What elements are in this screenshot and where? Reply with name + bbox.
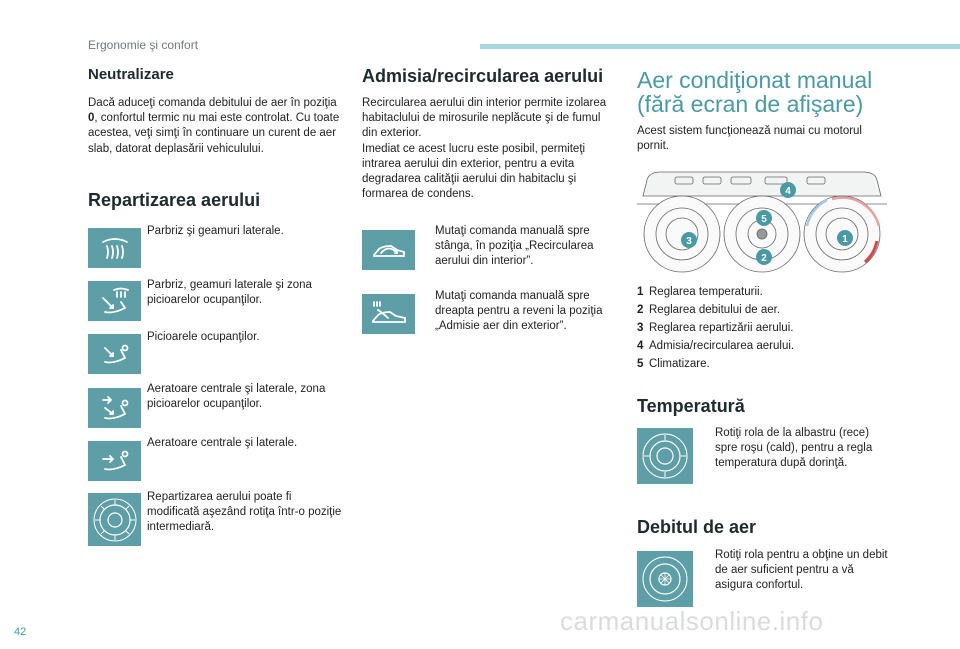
repartizarea-item-2: Parbriz, geamuri laterale şi zona picioarelor ocupanţilor. (147, 279, 312, 307)
list-item: 2 Reglarea debitului de aer. (637, 304, 781, 316)
admisia-title: Admisia/recircularea aerului (362, 66, 604, 86)
admisia-item-2: Mutaţi comanda manuală spre dreapta pentru a reveni la poziţia „Admisie aer din exterior”. (421, 289, 611, 335)
callout-3: 3 (686, 236, 692, 247)
callout-4: 4 (785, 186, 791, 197)
repartizarea-item-6: Repartizarea aerului poate fi modificată aşezând rotiţa într-o poziţie intermediară. (147, 491, 342, 534)
bullet-icon (701, 548, 715, 594)
distribution-dial-icon (88, 493, 141, 546)
callout-2: 2 (761, 253, 767, 264)
repartizarea-item-4: Aeratoare centrale şi laterale, zona picioarelor ocupanţilor. (147, 383, 326, 411)
section-header: Ergonomie şi confort (88, 38, 199, 52)
list-item: 5 Climatizare. (637, 358, 710, 370)
repartizarea-item-1: Parbriz şi geamuri laterale. (147, 225, 284, 237)
repartizarea-title: Repartizarea aerului (88, 190, 261, 210)
repartizarea-item-5: Aeratoare centrale şi laterale. (147, 437, 298, 449)
vents-feet-icon (88, 388, 141, 428)
aer-text: Acest sistem funcţionează numai cu motorul pornit. (637, 125, 862, 153)
fresh-air-icon (362, 294, 415, 334)
control-panel-illustration (637, 166, 887, 276)
callout-5: 5 (761, 214, 767, 225)
list-item: 4 Admisia/recircularea aerului. (637, 340, 795, 352)
temperatura-item: Rotiţi rola de la albastru (rece) spre roşu (cald), pentru a regla temperatura după dorinţă. (701, 426, 891, 472)
callout-1: 1 (842, 234, 848, 245)
temperature-dial-icon (637, 428, 693, 484)
header-bar (480, 44, 960, 49)
neutralizare-title: Neutralizare (88, 66, 174, 83)
admisia-text: Recircularea aerului din interior permite izolarea habitaclului de mirosurile neplăcute şi de fumul din exterior. Imediat ce acest lucru este posibil, permiteţi intrarea aerului din exterior, pentru a evita degradarea calităţii aerului din habitaclu şi formarea de condens. (362, 97, 607, 201)
debitul-title: Debitul de aer (637, 517, 757, 537)
feet-icon (88, 334, 141, 374)
bullet-icon (421, 224, 435, 270)
vents-icon (88, 441, 141, 481)
windshield-feet-icon (88, 281, 141, 321)
bullet-icon (701, 426, 715, 472)
watermark: carmanualsonline.info (560, 606, 824, 636)
list-item: 1 Reglarea temperaturii. (637, 286, 763, 298)
page-number: 42 (14, 626, 27, 638)
list-item: 3 Reglarea repartizării aerului. (637, 322, 794, 334)
windshield-defrost-icon (88, 228, 141, 268)
bullet-icon (421, 289, 435, 335)
temperatura-title: Temperatură (637, 396, 745, 416)
controls-list (637, 283, 887, 373)
debitul-item: Rotiţi rola pentru a obţine un debit de aer suficient pentru a vă asigura confortul. (701, 548, 891, 594)
recirculation-icon (362, 230, 415, 270)
aer-title: Aer condiţionat manual (fără ecran de afişare) (637, 67, 873, 117)
admisia-item-1: Mutaţi comanda manuală spre stânga, în poziţia „Recircularea aerului din interior”. (421, 224, 611, 270)
neutralizare-text: Dacă aduceţi comanda debitului de aer în poziţia 0, confortul termic nu mai este controlat. Cu toate acestea, veţi simţi în continuare un curent de aer slab, datorat deplasării vehiculului. (88, 97, 340, 155)
airflow-dial-icon (637, 551, 693, 607)
repartizarea-item-3: Picioarele ocupanţilor. (147, 331, 260, 343)
